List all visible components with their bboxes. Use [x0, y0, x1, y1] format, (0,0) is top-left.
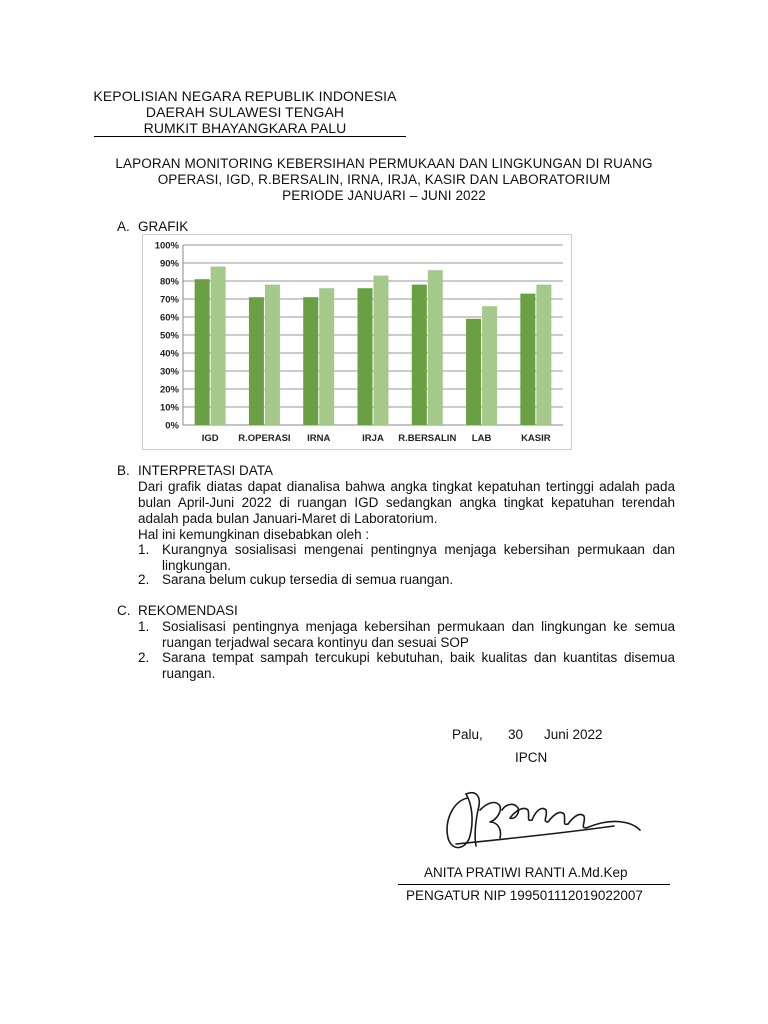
- bar: [211, 267, 226, 425]
- chart-container: [142, 234, 572, 450]
- bar: [319, 288, 334, 425]
- x-tick-label: IRNA: [307, 433, 331, 444]
- bar: [195, 279, 210, 425]
- cause-item-1-number: 1.: [138, 542, 150, 557]
- bar: [265, 285, 280, 425]
- bar: [303, 297, 318, 425]
- x-tick-label: IRJA: [362, 433, 384, 444]
- signature-month-year: Juni 2022: [544, 727, 603, 742]
- y-tick-label: 90%: [159, 258, 179, 270]
- bar: [412, 285, 427, 425]
- signature-place: Palu,: [452, 727, 483, 742]
- bar: [374, 276, 389, 425]
- bar: [520, 294, 535, 425]
- y-tick-label: 80%: [159, 276, 179, 288]
- report-title-line3: PERIODE JANUARI – JUNI 2022: [282, 188, 486, 203]
- y-tick-label: 0%: [165, 420, 179, 432]
- signature-day: 30: [508, 727, 524, 742]
- bar: [536, 285, 551, 425]
- recommendation-item-1-text: Sosialisasi pentingnya menjaga kebersihan permukaan dan lingkungan ke semua ruangan terjadwal secara kontinyu dan sesuai SOP: [162, 619, 675, 650]
- bar: [482, 306, 497, 425]
- y-tick-label: 30%: [159, 366, 179, 378]
- bar: [428, 270, 443, 425]
- x-tick-label: R.OPERASI: [238, 433, 291, 444]
- y-tick-label: 70%: [159, 294, 179, 306]
- handwritten-signature: [436, 780, 646, 860]
- signature-role: IPCN: [515, 750, 548, 765]
- bar: [249, 297, 264, 425]
- institution-name: KEPOLISIAN NEGARA REPUBLIK INDONESIA: [93, 88, 397, 104]
- signatory-rank-nip: PENGATUR NIP 199501112019022007: [406, 888, 643, 903]
- x-tick-label: KASIR: [521, 433, 551, 444]
- header-underline: [94, 136, 406, 137]
- y-tick-label: 60%: [159, 312, 179, 324]
- y-tick-label: 20%: [159, 384, 179, 396]
- bar: [466, 319, 481, 425]
- compliance-bar-chart: [143, 235, 571, 449]
- signatory-name: ANITA PRATIWI RANTI A.Md.Kep: [424, 865, 628, 880]
- bar: [358, 288, 373, 425]
- section-c-letter: C.: [117, 603, 131, 618]
- y-tick-label: 40%: [159, 348, 179, 360]
- cause-item-2-text: Sarana belum cukup tersedia di semua ruangan.: [162, 572, 454, 587]
- section-b-letter: B.: [117, 463, 130, 478]
- section-a-title: GRAFIK: [138, 219, 189, 234]
- institution-unit: RUMKIT BHAYANGKARA PALU: [143, 120, 347, 136]
- y-tick-label: 100%: [154, 240, 179, 252]
- section-b-title: INTERPRETASI DATA: [138, 463, 274, 478]
- cause-item-2-number: 2.: [138, 572, 150, 587]
- recommendation-item-2-text: Sarana tempat sampah tercukupi kebutuhan, baik kualitas dan kuantitas disemua ruangan.: [162, 650, 675, 681]
- cause-item-1-text: Kurangnya sosialisasi mengenai pentingnya menjaga kebersihan permukaan dan lingkungan.: [162, 542, 675, 573]
- section-b-heading: [117, 463, 273, 478]
- report-title-line2: OPERASI, IGD, R.BERSALIN, IRNA, IRJA, KASIR DAN LABORATORIUM: [157, 172, 611, 187]
- recommendation-item-1-number: 1.: [138, 619, 150, 634]
- recommendation-item-2-number: 2.: [138, 650, 150, 665]
- x-tick-label: R.BERSALIN: [398, 433, 457, 444]
- section-c-title: REKOMENDASI: [138, 603, 238, 618]
- interpretation-paragraph: Dari grafik diatas dapat dianalisa bahwa angka tingkat kepatuhan tertinggi adalah pada bulan April-Juni 2022 di ruangan IGD sedangkan angka tingkat kepatuhan terendah adalah pada bulan Januari-Maret di Laboratorium.: [138, 479, 675, 526]
- y-tick-label: 50%: [159, 330, 179, 342]
- report-title-line1: LAPORAN MONITORING KEBERSIHAN PERMUKAAN DAN LINGKUNGAN DI RUANG: [115, 156, 653, 171]
- signature-underline: [398, 884, 670, 885]
- institution-region: DAERAH SULAWESI TENGAH: [145, 104, 345, 120]
- y-tick-label: 10%: [159, 402, 179, 414]
- section-a-heading: [117, 219, 188, 234]
- section-a-letter: A.: [117, 219, 130, 234]
- x-tick-label: IGD: [201, 433, 219, 444]
- x-tick-label: LAB: [471, 433, 492, 444]
- cause-intro: Hal ini kemungkinan disebabkan oleh :: [138, 527, 370, 542]
- section-c-heading: [117, 603, 238, 618]
